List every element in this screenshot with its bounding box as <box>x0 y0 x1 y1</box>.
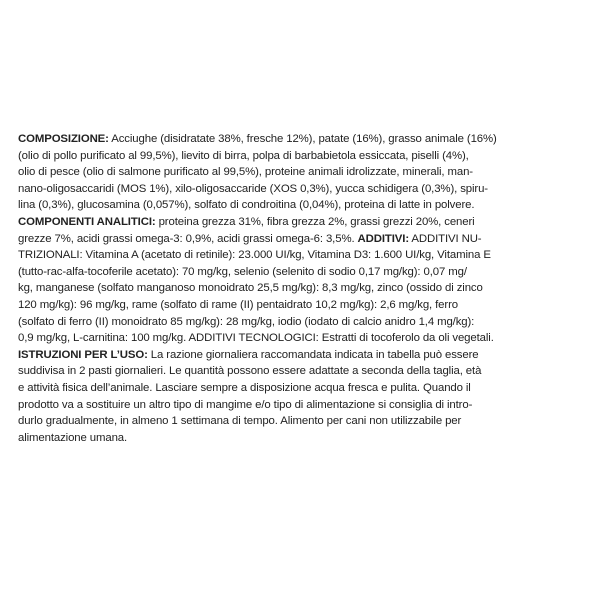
istruzioni-line-4: prodotto va a sostituire un altro tipo di mangime e/o tipo di alimentazione si consiglia di intro- <box>18 398 473 411</box>
additivi-line-3: kg, manganese (solfato manganoso monoidrato 25,5 mg/kg): 8,3 mg/kg, zinco (ossido di zinco <box>18 282 483 295</box>
istruzioni-line-3: e attività fisica dell’animale. Lasciare sempre a disposizione acqua fresca e pulita. Quando il <box>18 381 471 394</box>
composizione-line-3: olio di pesce (olio di salmone purificato al 99,5%), proteine animali idrolizzate, minerali, man- <box>18 166 473 179</box>
componenti-text: proteina grezza 31%, fibra grezza 2%, grassi grezzi 20%, ceneri <box>155 215 475 228</box>
istruzioni-heading: ISTRUZIONI PER L’USO: <box>18 348 148 361</box>
additivi-line-4: 120 mg/kg): 96 mg/kg, rame (solfato di rame (II) pentaidrato 10,2 mg/kg): 2,6 mg/kg, ferro <box>18 298 458 311</box>
product-label-text <box>18 131 584 446</box>
istruzioni-line-2: suddivisa in 2 pasti giornalieri. Le quantità possono essere adattate a seconda della taglia, età <box>18 365 482 378</box>
componenti-analitici-heading: COMPONENTI ANALITICI: <box>18 215 156 228</box>
composizione-line-2: (olio di pollo purificato al 99,5%), lievito di birra, polpa di barbabietola essiccata, piselli (4%), <box>18 149 469 162</box>
additivi-text-start: ADDITIVI NU- <box>409 232 482 245</box>
additivi-heading: ADDITIVI: <box>357 232 409 245</box>
additivi-line-1: TRIZIONALI: Vitamina A (acetato di retinile): 23.000 UI/kg, Vitamina D3: 1.600 UI/kg, Vitamina E <box>18 249 491 262</box>
additivi-line-5: (solfato di ferro (II) monoidrato 85 mg/kg): 28 mg/kg, iodio (iodato di calcio anidro 1,4 mg/kg): <box>18 315 475 328</box>
additivi-line-6: 0,9 mg/kg, L-carnitina: 100 mg/kg. ADDITIVI TECNOLOGICI: Estratti di tocoferolo da oli vegetali. <box>18 332 494 345</box>
istruzioni-line-5: durlo gradualmente, in almeno 1 settimana di tempo. Alimento per cani non utilizzabile per <box>18 415 462 428</box>
istruzioni-line-6: alimentazione umana. <box>18 431 128 444</box>
componenti-line-1 <box>18 214 584 231</box>
composizione-line-4: nano-oligosaccaridi (MOS 1%), xilo-oligosaccaride (XOS 0,3%), yucca schidigera (0,3%), spiru- <box>18 182 488 195</box>
componenti-line-2 <box>18 231 584 248</box>
componenti-text-2: grezze 7%, acidi grassi omega-3: 0,9%, acidi grassi omega-6: 3,5%. <box>18 232 358 245</box>
composizione-text: Acciughe (disidratate 38%, fresche 12%), patate (16%), grasso animale (16%) <box>108 133 497 145</box>
composizione-line-1 <box>18 131 584 148</box>
istruzioni-line-1 <box>18 347 584 364</box>
istruzioni-text: La razione giornaliera raccomandata indicata in tabella può essere <box>147 348 479 361</box>
additivi-line-2: (tutto-rac-alfa-tocoferile acetato): 70 mg/kg, selenio (selenito di sodio 0,17 mg/kg): 0,07 mg/ <box>18 265 467 278</box>
composizione-line-5: lina (0,3%), glucosamina (0,057%), solfato di condroitina (0,04%), proteina di latte in polvere. <box>18 199 475 212</box>
composizione-heading: COMPOSIZIONE: <box>18 133 109 145</box>
